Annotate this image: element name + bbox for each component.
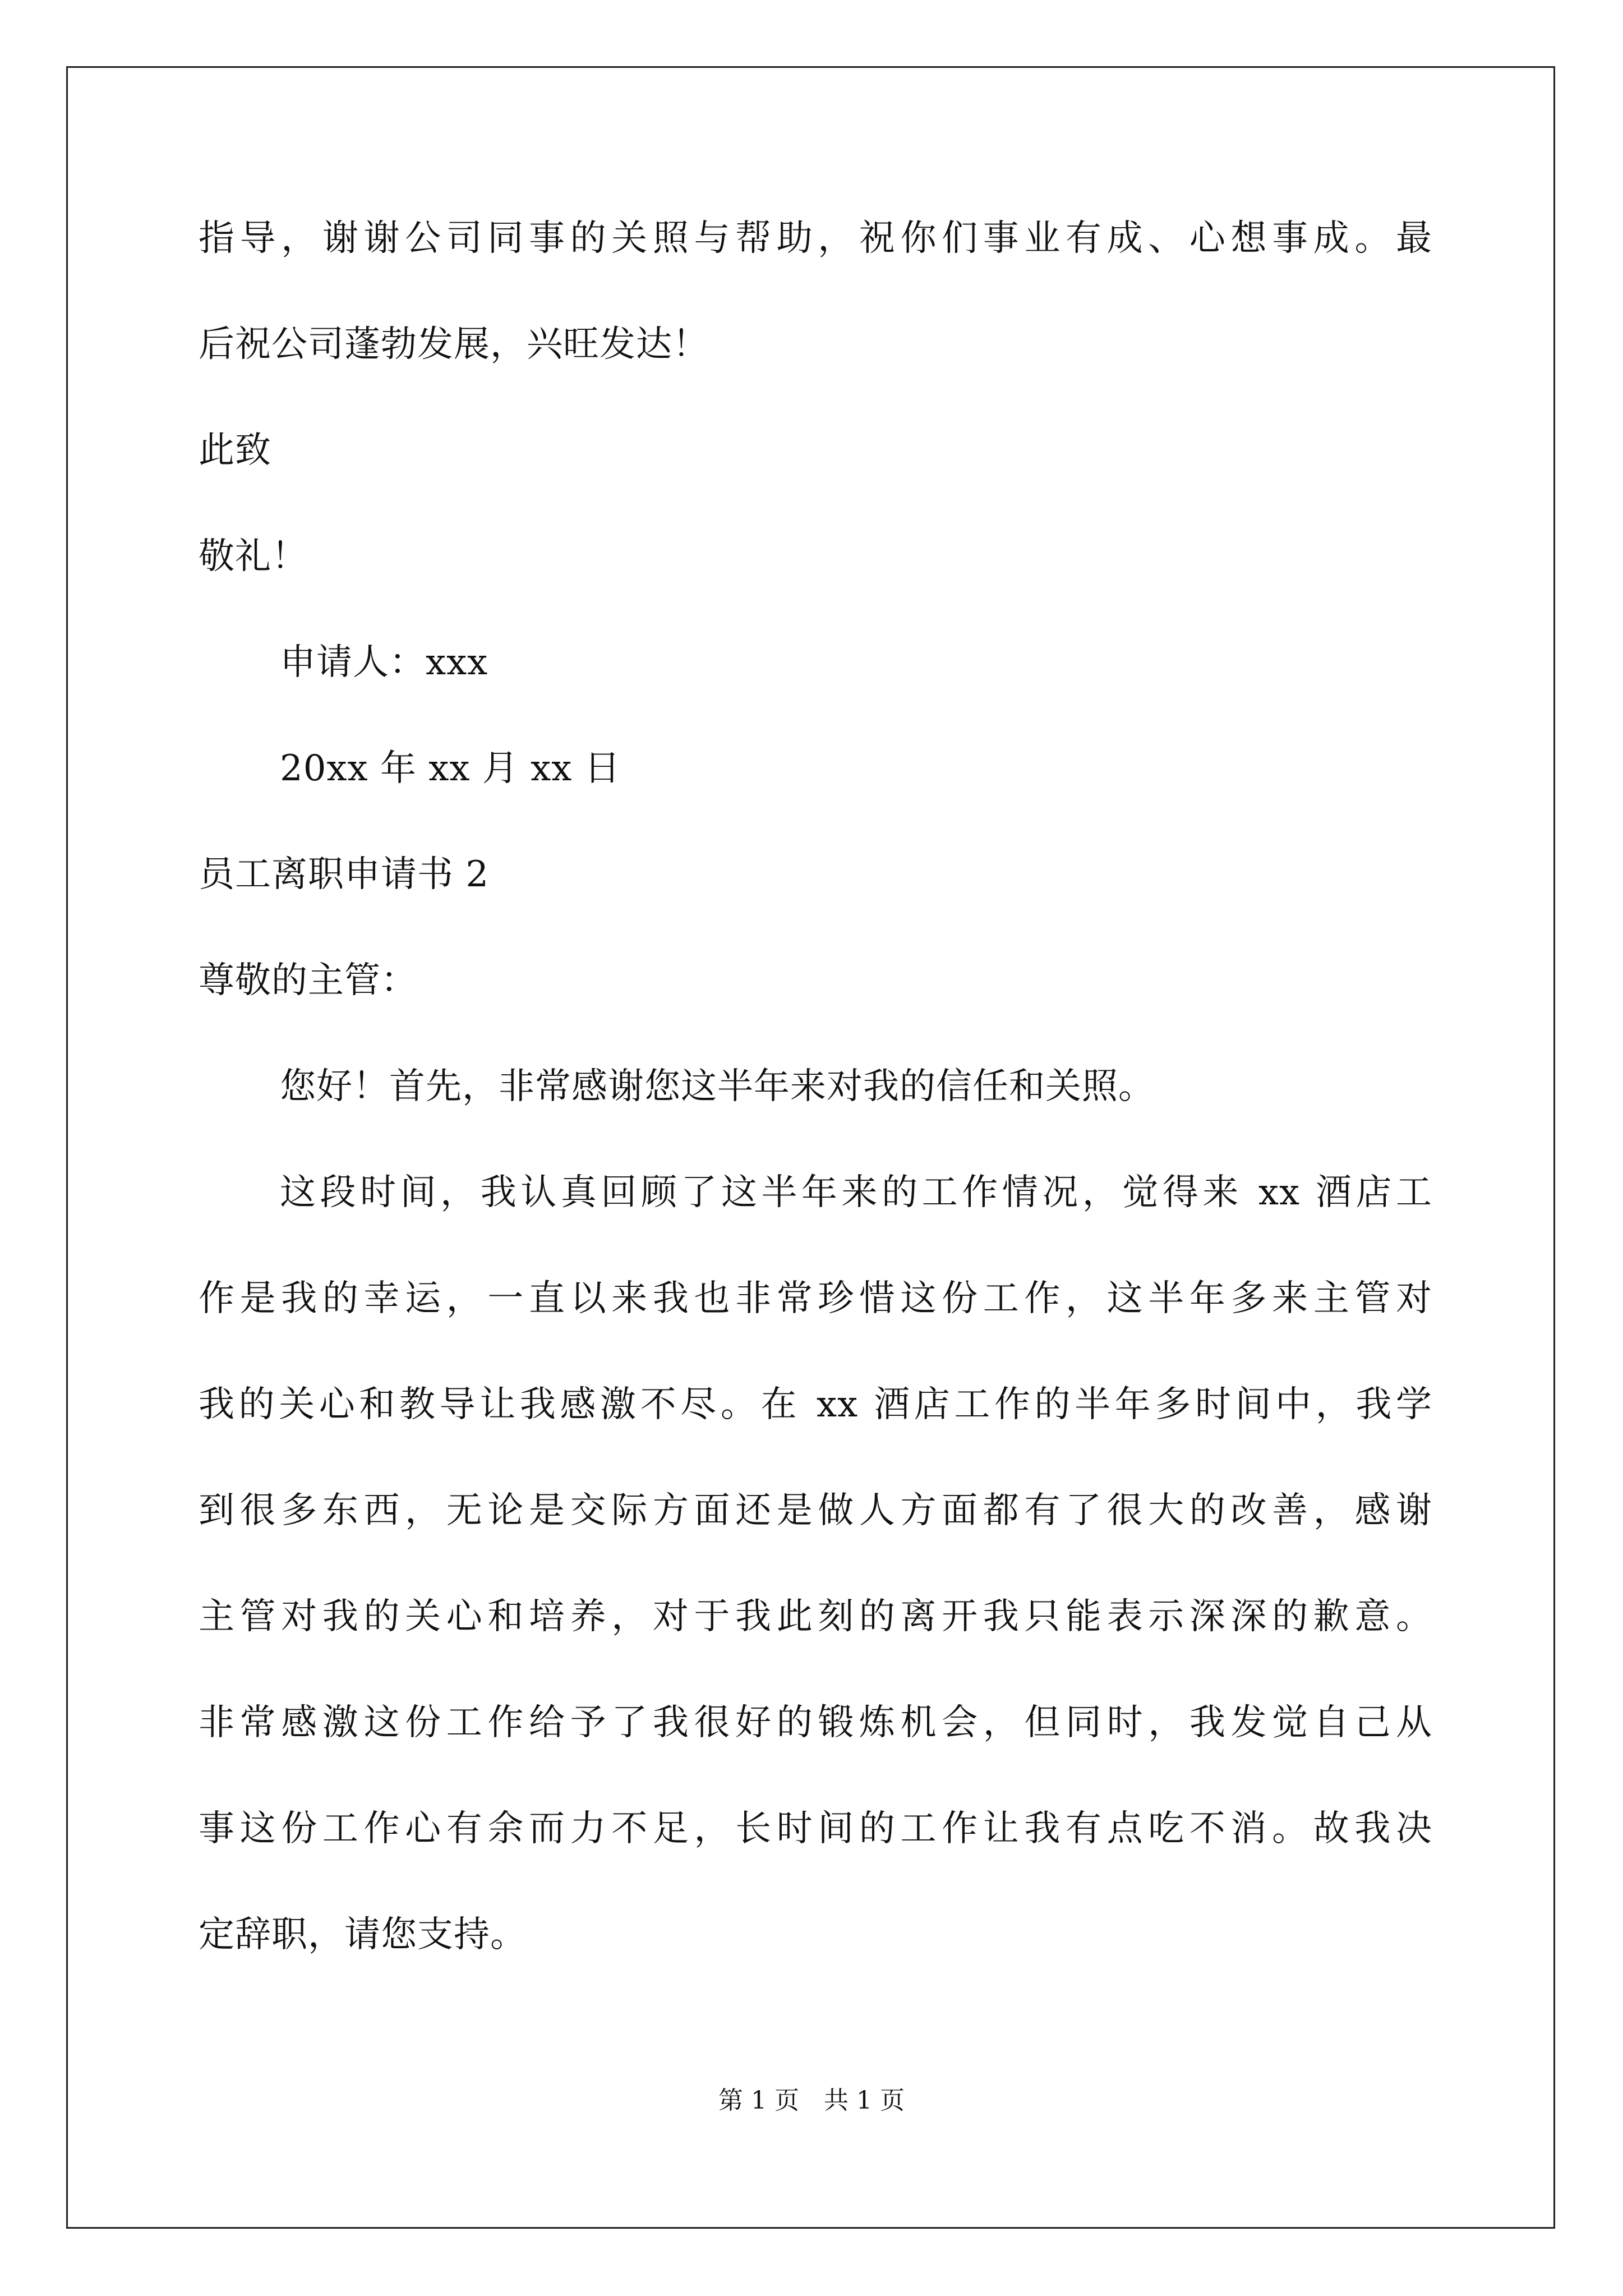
- closing-regards: 敬礼！: [199, 536, 308, 577]
- text-line: 作是我的幸运，一直以来我也非常珍惜这份工作，这半年多来主管对: [199, 1278, 1432, 1319]
- greeting: 尊敬的主管：: [199, 960, 417, 1001]
- page-border: [66, 66, 1555, 2229]
- text-line: 指导，谢谢公司同事的关照与帮助，祝你们事业有成、心想事成。最: [199, 218, 1432, 259]
- text-line: 我的关心和教导让我感激不尽。在 xx 酒店工作的半年多时间中，我学: [199, 1384, 1432, 1425]
- page-number: 第 1 页 共 1 页: [718, 2086, 905, 2115]
- text-line: 事这份工作心有余而力不足，长时间的工作让我有点吃不消。故我决: [199, 1808, 1432, 1849]
- text-line: 非常感激这份工作给予了我很好的锻炼机会，但同时，我发觉自己从: [199, 1702, 1432, 1743]
- date-line: 20xx 年 xx 月 xx 日: [280, 748, 621, 789]
- text-line: 到很多东西，无论是交际方面还是做人方面都有了很大的改善，感谢: [199, 1490, 1432, 1531]
- text-line: 您好！首先，非常感谢您这半年来对我的信任和关照。: [280, 1066, 1155, 1107]
- applicant-signature: 申请人：xxx: [280, 642, 488, 683]
- text-line: 后祝公司蓬勃发展，兴旺发达！: [199, 324, 709, 365]
- text-line: 这段时间，我认真回顾了这半年来的工作情况，觉得来 xx 酒店工: [280, 1172, 1432, 1213]
- text-line: 主管对我的关心和培养，对于我此刻的离开我只能表示深深的歉意。: [199, 1596, 1432, 1637]
- text-line: 定辞职，请您支持。: [199, 1914, 527, 1955]
- section-title: 员工离职申请书 2: [199, 854, 490, 895]
- closing-salutation: 此致: [199, 430, 271, 471]
